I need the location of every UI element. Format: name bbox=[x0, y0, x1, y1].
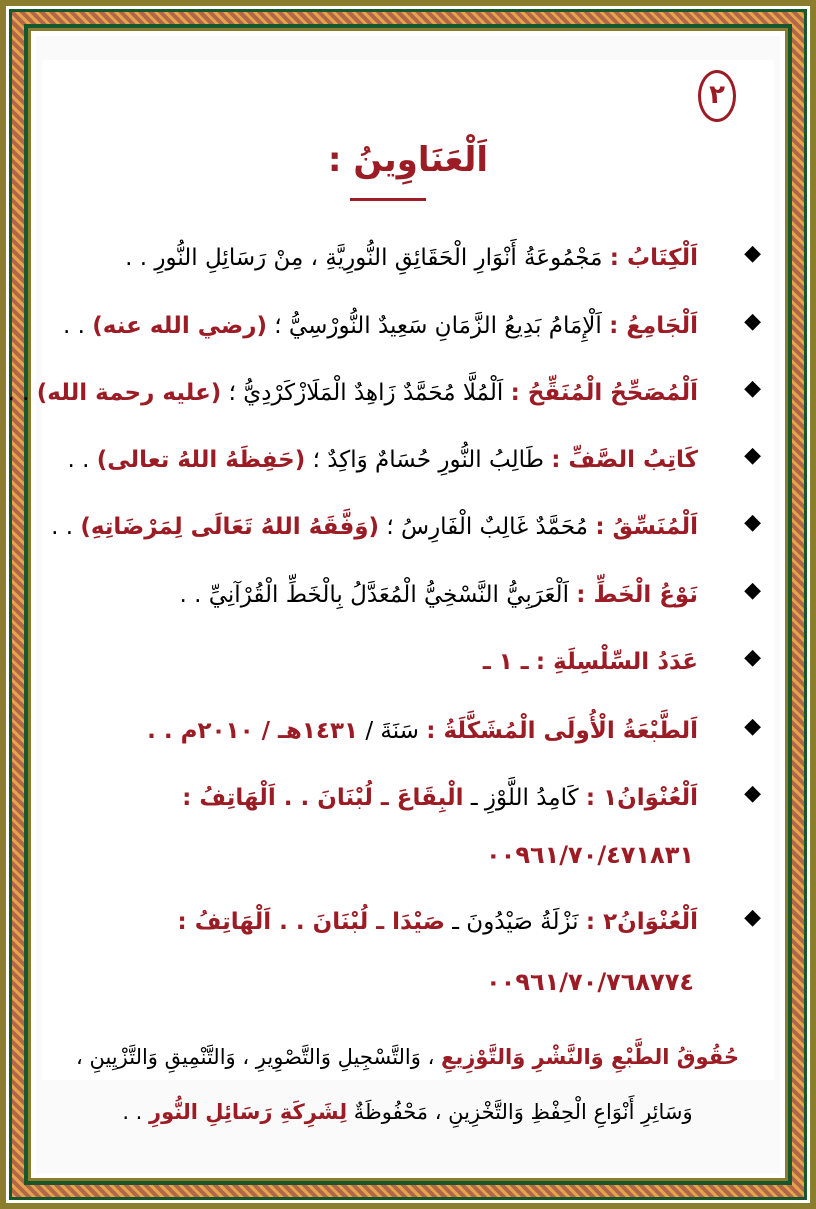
page-number-badge: ٢ bbox=[698, 70, 736, 122]
bullet-diamond-icon: ◆ bbox=[744, 645, 761, 670]
list-item bbox=[125, 241, 698, 275]
item-tail: . . bbox=[63, 313, 93, 339]
bullet-diamond-icon: ◆ bbox=[744, 241, 761, 266]
item-label: نَوْعُ الْخَطِّ : bbox=[576, 582, 698, 608]
bullet-diamond-icon: ◆ bbox=[744, 905, 761, 930]
address-locality: كَامِدُ اللَّوْزِ ـ bbox=[470, 785, 579, 811]
phone-number: ٠٠٩٦١/٧٠/٧٦٨٧٧٤ bbox=[486, 968, 694, 996]
list-item bbox=[147, 714, 698, 748]
title-underline bbox=[350, 198, 426, 201]
item-label: اَلْكِتَابُ : bbox=[609, 245, 698, 271]
item-label: اَلطَّبْعَةُ الْأُولَى الْمُشَكَّلَةُ : bbox=[426, 718, 698, 744]
bullet-diamond-icon: ◆ bbox=[744, 510, 761, 535]
copyright-owner: لِشَرِكَةِ رَسَائِلِ النُّورِ bbox=[149, 1100, 348, 1124]
address-label: اَلْعُنْوَانُ١ : bbox=[585, 785, 698, 811]
address-region: صَيْدَا ـ لُبْنَانَ . . اَلْهَاتِفُ : bbox=[177, 909, 445, 935]
list-item bbox=[51, 510, 698, 544]
item-value: اَلْمُلَّا مُحَمَّدٌ زَاهِدٌ الْمَلَازْكَرْدِيُّ ؛ bbox=[228, 380, 504, 406]
item-note: (وَفَّقَهُ اللهُ تَعَالَى لِمَرْضَاتِهِ) bbox=[80, 514, 380, 540]
item-value: طَالِبُ النُّورِ حُسَامٌ وَاكِدٌ ؛ bbox=[312, 447, 544, 473]
item-value: مُحَمَّدٌ غَالِبٌ الْفَارِسُ ؛ bbox=[386, 514, 589, 540]
list-item bbox=[8, 376, 698, 410]
list-item bbox=[67, 443, 698, 477]
bullet-diamond-icon: ◆ bbox=[744, 714, 761, 739]
item-label: عَدَدُ السِّلْسِلَةِ : bbox=[535, 649, 698, 675]
bullet-diamond-icon: ◆ bbox=[744, 376, 761, 401]
item-label: اَلْمُصَحِّحُ الْمُنَقِّحُ : bbox=[510, 380, 698, 406]
copyright-line-1 bbox=[45, 1045, 770, 1069]
copyright-tail: . . bbox=[122, 1100, 150, 1124]
copyright-text: ، وَالتَّسْجِيلِ وَالتَّصْوِيرِ ، وَالتَّنْمِيقِ وَالتَّزْيِينِ ، bbox=[76, 1045, 442, 1069]
address-locality: نَزْلَةُ صَيْدُونَ ـ bbox=[452, 909, 579, 935]
list-item bbox=[179, 578, 698, 612]
item-value: اَلْإِمَامُ بَدِيعُ الزَّمَانِ سَعِيدٌ النُّورْسِيُّ ؛ bbox=[274, 313, 602, 339]
item-value: اَلْعَرَبِيُّ النَّسْخِيُّ الْمُعَدَّلُ بِالْخَطِّ الْقُرْآنِيِّ . . bbox=[179, 582, 569, 608]
bullet-diamond-icon: ◆ bbox=[744, 309, 761, 334]
item-note: ـ ١ ـ bbox=[482, 649, 529, 675]
item-label: اَلْمُنَسِّقُ : bbox=[595, 514, 698, 540]
item-note: ١٤٣١هـ / ٢٠١٠م . . bbox=[147, 718, 359, 744]
address-item bbox=[182, 781, 698, 815]
bullet-diamond-icon: ◆ bbox=[744, 578, 761, 603]
address-label: اَلْعُنْوَانُ٢ : bbox=[585, 909, 698, 935]
list-item bbox=[483, 645, 698, 679]
item-tail: . . bbox=[51, 514, 81, 540]
copyright-rights: حُقُوقُ الطَّبْعِ وَالنَّشْرِ وَالتَّوْزِيعِ bbox=[441, 1045, 739, 1069]
item-note: (رضي الله عنه) bbox=[92, 313, 267, 339]
phone-number: ٠٠٩٦١/٧٠/٤٧١٨٣١ bbox=[486, 841, 694, 869]
item-value: مَجْمُوعَةُ أَنْوَارِ الْحَقَائِقِ النُّورِيَّةِ ، مِنْ رَسَائِلِ النُّورِ . . bbox=[125, 245, 603, 271]
item-tail: . . bbox=[7, 380, 37, 406]
address-item bbox=[178, 905, 698, 939]
item-label: اَلْجَامِعُ : bbox=[609, 313, 698, 339]
item-note: (حَفِظَهُ اللهُ تعالى) bbox=[96, 447, 306, 473]
page-title: اَلْعَنَاوِينُ : bbox=[327, 140, 489, 180]
item-value: سَنَةَ / bbox=[365, 718, 419, 744]
list-item bbox=[63, 309, 698, 343]
item-label: كَاتِبُ الصَّفِّ : bbox=[551, 447, 698, 473]
item-tail: . . bbox=[67, 447, 97, 473]
bullet-diamond-icon: ◆ bbox=[744, 443, 761, 468]
copyright-text-2: وَسَائِرِ أَنْوَاعِ الْحِفْظِ وَالتَّخْزِينِ ، مَحْفُوظَةٌ bbox=[347, 1100, 693, 1124]
copyright-line-2 bbox=[45, 1100, 770, 1124]
bullet-diamond-icon: ◆ bbox=[744, 781, 761, 806]
address-region: الْبِقَاعَ ـ لُبْنَانَ . . اَلْهَاتِفُ : bbox=[182, 785, 464, 811]
item-note: (عليه رحمة الله) bbox=[36, 380, 222, 406]
